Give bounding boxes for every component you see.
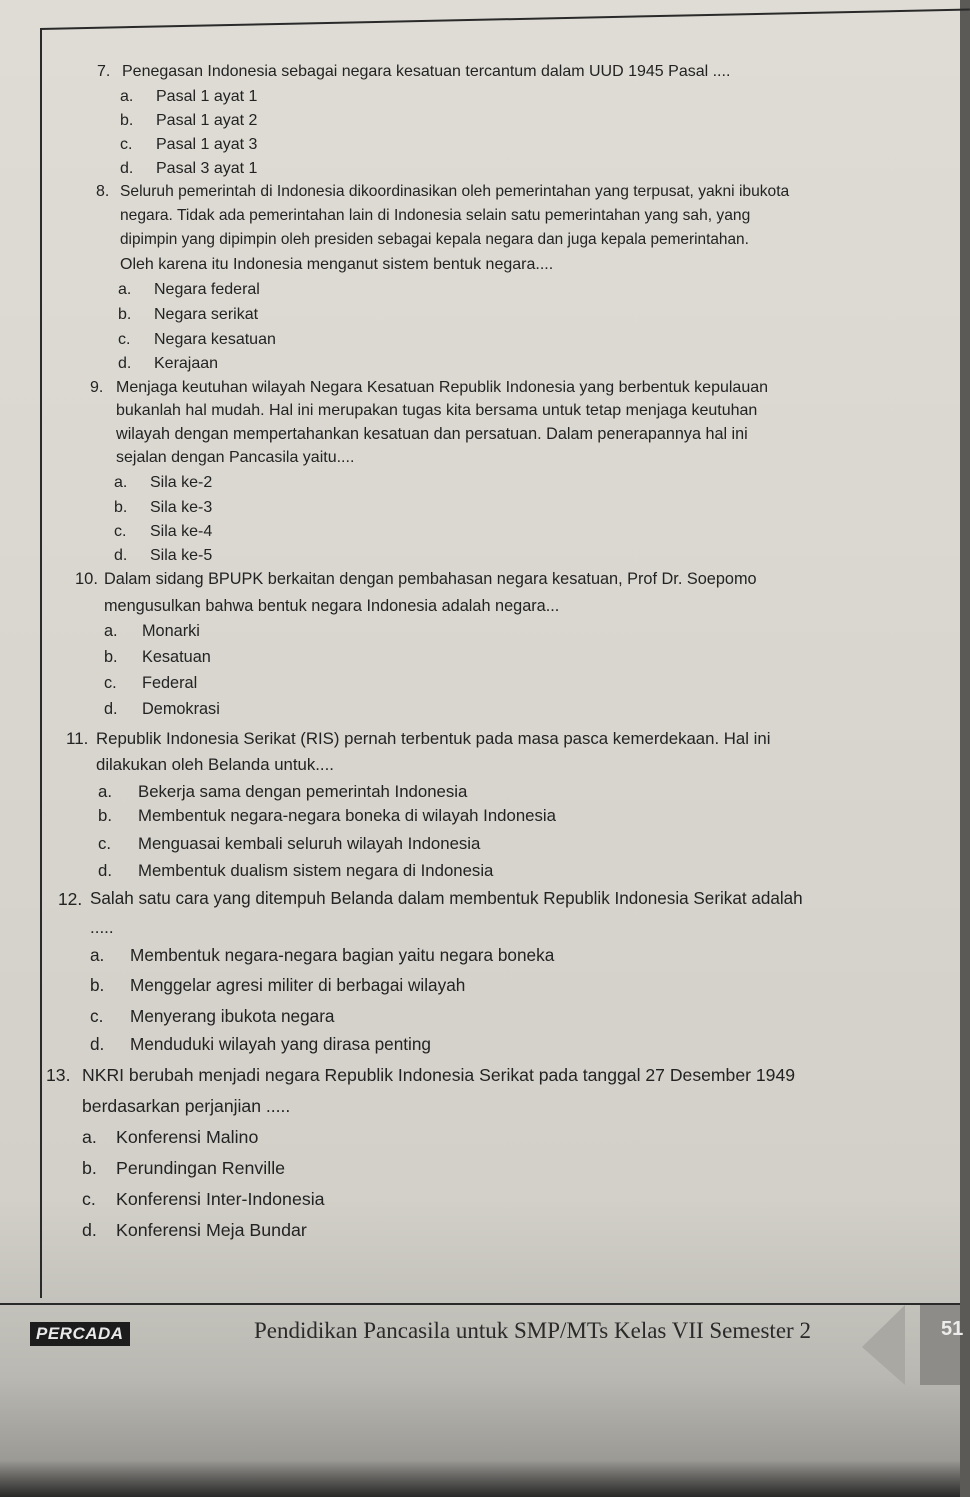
option-d: d. Demokrasi xyxy=(104,700,220,718)
option-c: c. Sila ke-4 xyxy=(114,523,213,540)
option-b: b. Negara serikat xyxy=(118,306,259,323)
page-tab-graphic xyxy=(860,1305,960,1385)
option-d: d. Konferensi Meja Bundar xyxy=(82,1220,307,1240)
question-stem-line: Oleh karena itu Indonesia menganut sistem bentuk negara.... xyxy=(120,256,554,273)
option-d: d. Kerajaan xyxy=(118,355,219,372)
option-a: a. Negara federal xyxy=(118,281,260,298)
question-stem-line: ..... xyxy=(90,918,114,937)
option-a: a. Pasal 1 ayat 1 xyxy=(120,88,258,105)
option-c: c. Negara kesatuan xyxy=(118,331,276,348)
question-stem-line: negara. Tidak ada pemerintahan lain di Indonesia selain satu pemerintahan yang sah, yang xyxy=(120,207,751,224)
question-stem-line: bukanlah hal mudah. Hal ini merupakan tugas kita bersama untuk tetap menjaga keutuhan xyxy=(116,402,758,419)
photo-shadow xyxy=(0,1460,960,1497)
option-b: b. Membentuk negara-negara boneka di wilayah Indonesia xyxy=(98,806,556,825)
question-stem-line: Dalam sidang BPUPK berkaitan dengan pembahasan negara kesatuan, Prof Dr. Soepomo xyxy=(104,570,757,588)
option-c: c. Konferensi Inter-Indonesia xyxy=(82,1189,325,1209)
question-stem-line: Menjaga keutuhan wilayah Negara Kesatuan Republik Indonesia yang berbentuk kepulauan xyxy=(116,379,769,396)
question-stem-line: sejalan dengan Pancasila yaitu.... xyxy=(116,449,355,466)
question-number: 9. xyxy=(90,379,104,396)
question-stem-line: berdasarkan perjanjian ..... xyxy=(82,1096,291,1116)
question-stem-line: wilayah dengan mempertahankan kesatuan dan persatuan. Dalam penerapannya hal ini xyxy=(116,425,748,443)
option-d: d. Membentuk dualism sistem negara di Indonesia xyxy=(98,861,494,880)
option-d: d. Menduduki wilayah yang dirasa penting xyxy=(90,1034,431,1054)
question-stem-line: Seluruh pemerintah di Indonesia dikoordinasikan oleh pemerintahan yang terpusat, yakni ibukota xyxy=(120,183,790,200)
question-number: 12. xyxy=(58,889,83,909)
page-number: 51 xyxy=(941,1318,964,1340)
question-stem-line: Salah satu cara yang ditempuh Belanda dalam membentuk Republik Indonesia Serikat adalah xyxy=(90,889,803,908)
page-border-bottom xyxy=(0,1303,960,1305)
option-c: c. Menguasai kembali seluruh wilayah Indonesia xyxy=(98,834,481,853)
question-stem-line: dilakukan oleh Belanda untuk.... xyxy=(96,755,334,774)
question-stem-line: NKRI berubah menjadi negara Republik Indonesia Serikat pada tanggal 27 Desember 1949 xyxy=(82,1065,796,1085)
question-number: 13. xyxy=(46,1065,71,1085)
option-c: c. Pasal 1 ayat 3 xyxy=(120,136,258,153)
question-stem: Penegasan Indonesia sebagai negara kesatuan tercantum dalam UUD 1945 Pasal .... xyxy=(122,63,731,80)
option-a: a. Konferensi Malino xyxy=(82,1127,259,1147)
publisher-logo: PERCADA xyxy=(30,1322,130,1346)
option-d: d. Pasal 3 ayat 1 xyxy=(120,160,258,177)
option-a: a. Membentuk negara-negara bagian yaitu negara boneka xyxy=(90,945,555,965)
page-border-left xyxy=(40,28,42,1298)
question-number: 11. xyxy=(66,729,89,748)
question-stem-line: dipimpin yang dipimpin oleh presiden sebagai kepala negara dan juga kepala pemerintahan. xyxy=(120,231,749,248)
question-number: 10. xyxy=(75,570,98,588)
option-c: c. Federal xyxy=(104,674,198,692)
question-stem-line: Republik Indonesia Serikat (RIS) pernah terbentuk pada masa pasca kemerdekaan. Hal ini xyxy=(96,729,771,748)
option-b: b. Sila ke-3 xyxy=(114,499,213,516)
book-title: Pendidikan Pancasila untuk SMP/MTs Kelas VII Semester 2 xyxy=(254,1318,811,1343)
option-c: c. Menyerang ibukota negara xyxy=(90,1006,335,1026)
question-number: 7. xyxy=(97,63,111,80)
option-d: d. Sila ke-5 xyxy=(114,547,213,564)
option-b: b. Perundingan Renville xyxy=(82,1158,286,1178)
option-b: b. Menggelar agresi militer di berbagai wilayah xyxy=(90,975,466,995)
question-number: 8. xyxy=(96,183,110,200)
option-a: a. Sila ke-2 xyxy=(114,474,213,491)
option-b: b. Pasal 1 ayat 2 xyxy=(120,112,258,129)
question-stem-line: mengusulkan bahwa bentuk negara Indonesia adalah negara... xyxy=(104,597,560,615)
option-a: a. Bekerja sama dengan pemerintah Indonesia xyxy=(98,782,468,801)
page-border-top xyxy=(40,9,970,30)
option-a: a. Monarki xyxy=(104,622,200,640)
option-b: b. Kesatuan xyxy=(104,648,211,666)
